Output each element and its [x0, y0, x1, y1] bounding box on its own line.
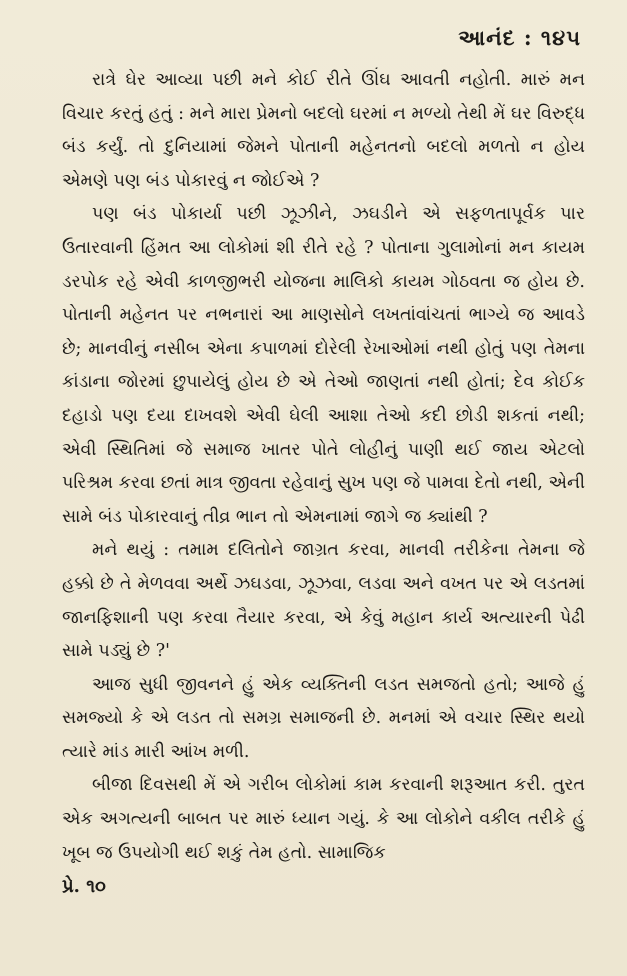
body-text [62, 64, 585, 870]
running-head: આનંદ : ૧૪૫ [458, 25, 581, 50]
paragraph-2: પણ બંડ પોકાર્યા પછી ઝૂઝીને, ઝઘડીને એ સફળતાપૂર્વક પાર ઉતારવાની હિંમત આ લોકોમાં શી રીતે રહે ? પોતાના ગુલામોનાં મન કાયમ ડરપોક રહે એવી કાળજીભરી યોજના માલિકો કાયમ ગોઠવતા જ હોય છે. પોતાની મહેનત પર નભનારાં આ માણસોને લખતાંવાંચતાં ભાગ્યે જ આવડે છે; માનવીનું નસીબ એના કપાળમાં દોરેલી રેખાઓમાં નથી હોતું પણ તેમના કાંડાના જોરમાં છુપાયેલું હોય છે એ તેઓ જાણતાં નથી હોતાં; દેવ કોઈક દહાડો પણ દયા દાખવશે એવી ઘેલી આશા તેઓ કદી છોડી શકતાં નથી; એવી સ્થિતિમાં જે સમાજ ખાતર પોતે લોહીનું પાણી થઈ જાય એટલો પરિશ્રમ કરવા છતાં માત્ર જીવતા રહેવાનું સુખ પણ જે પામવા દેતો નથી, એની સામે બંડ પોકારવાનું તીવ્ર ભાન તો એમનામાં જાગે જ ક્યાંથી ? [62, 204, 585, 527]
signature-mark: પ્રે. ૧૦ [62, 876, 106, 898]
paragraph-4: આજ સુધી જીવનને હું એક વ્યક્તિની લડત સમજતો હતો; આજે હું સમજ્યો કે એ લડત તો સમગ્ર સમાજની છે. મનમાં એ વચાર સ્થિર થયો ત્યારે માંડ મારી આંખ મળી. [62, 674, 585, 762]
paragraph-3: મને થયું : તમામ દલિતોને જાગ્રત કરવા, માનવી તરીકેના તેમના જે હક્કો છે તે મેળવવા અર્થે ઝઘડવા, ઝૂઝવા, લડવા અને વખત પર એ લડતમાં જાનફિશાની પણ કરવા તૈયાર કરવા, એ કેવું મહાન કાર્ય અત્યારની પેઢી સામે પડ્યું છે ?' [62, 540, 585, 662]
paragraph-1: રાત્રે ઘેર આવ્યા પછી મને કોઈ રીતે ઊંઘ આવતી નહોતી. મારું મન વિચાર કરતું હતું : મને મારા પ્રેમનો બદલો ઘરમાં ન મળ્યો તેથી મેં ઘર વિરુદ્ધ બંડ કર્યું. તો દુનિયામાં જેમને પોતાની મહેનતનો બદલો મળતો ન હોય એમણે પણ બંડ પોકારવું ન જોઈએ ? [62, 70, 585, 191]
paragraph-5: બીજા દિવસથી મેં એ ગરીબ લોકોમાં કામ કરવાની શરૂઆત કરી. તુરત એક અગત્યની બાબત પર મારું ધ્યાન ગયું. કે આ લોકોને વકીલ તરીકે હું ખૂબ જ ઉપયોગી થઈ શકું તેમ હતો. સામાજિક [62, 775, 585, 863]
